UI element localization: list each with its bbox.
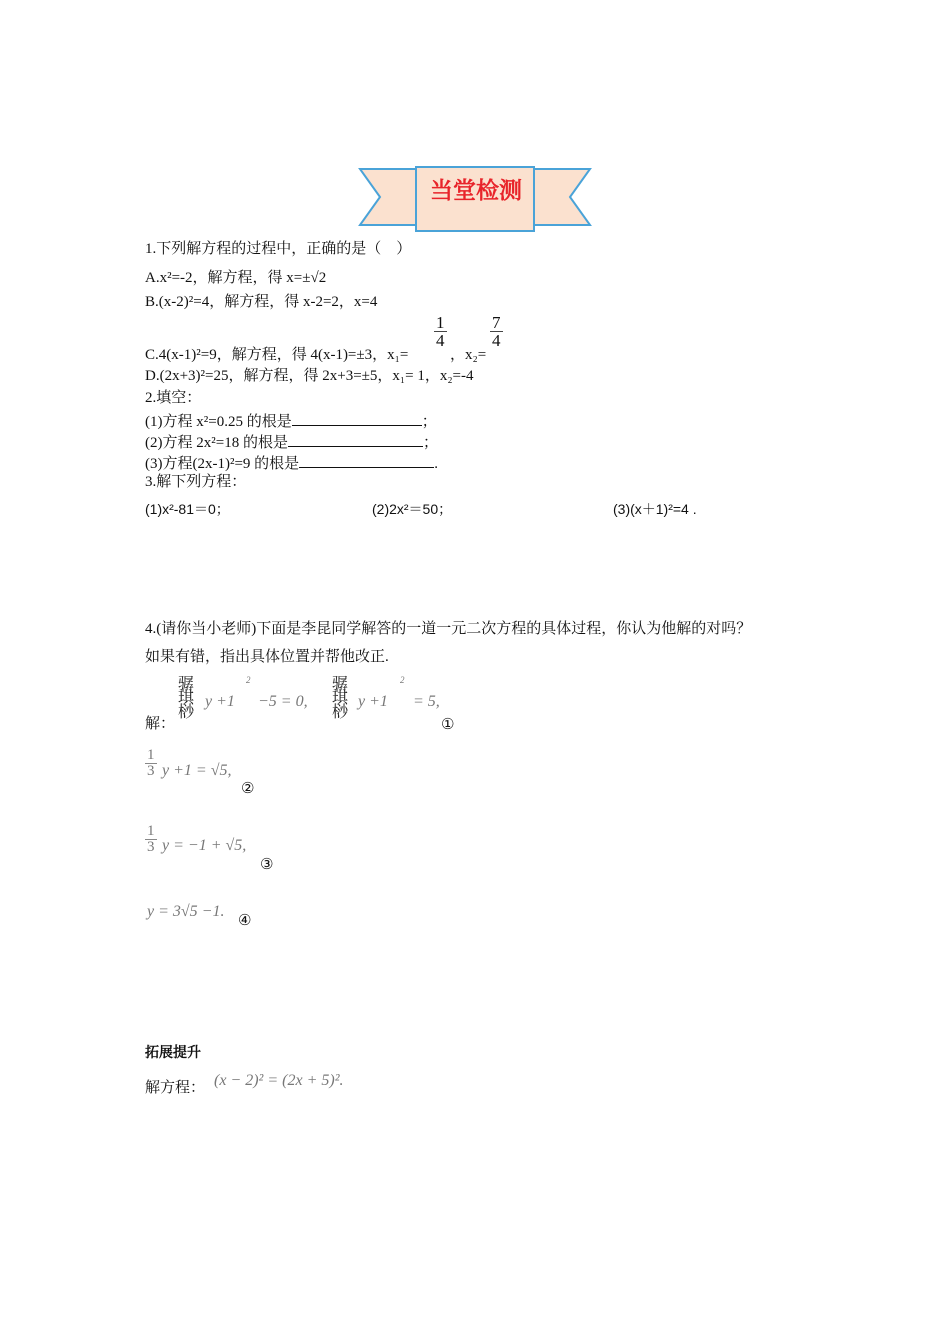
- step4-equation: y = 3√5 −1.: [147, 903, 225, 920]
- step1-left-exponent: 2: [246, 675, 251, 685]
- answer-blank[interactable]: [292, 412, 422, 426]
- q2-item-end: ；: [422, 435, 438, 451]
- q3-item-2: (2)2x²＝50；: [372, 501, 453, 517]
- frac-numerator: 1: [147, 747, 155, 763]
- answer-blank[interactable]: [288, 433, 423, 447]
- solve-label: 解：: [145, 716, 176, 732]
- q1-option-b: B.(x-2)²=4，解方程，得 x-2=2，x=4: [145, 294, 378, 310]
- frac-numerator: 1: [147, 823, 155, 839]
- q2-item-text: (1)方程 x²=0.25 的根是: [145, 414, 292, 430]
- q1-option-c-text: C.4(x-1)²=9，解方程，得 4(x-1)=±3，x₁=: [145, 347, 409, 363]
- q1-option-a: A.x²=-2，解方程，得 x=±√2: [145, 270, 327, 286]
- step2-equation: y +1 = √5,: [162, 762, 232, 779]
- extension-label: 解方程：: [145, 1080, 206, 1096]
- step1-right-base: y +1: [358, 693, 388, 710]
- q2-item-text: (3)方程(2x-1)²=9 的根是: [145, 456, 300, 472]
- step1-left-rest: −5 = 0,: [258, 693, 308, 710]
- step1-left-base: y +1: [205, 693, 235, 710]
- extension-equation: (x − 2)² = (2x + 5)².: [214, 1072, 344, 1089]
- banner-title: 当堂检测: [430, 178, 522, 204]
- q4-stem-line-1: 4.(请你当小老师)下面是李昆同学解答的一道一元二次方程的具体过程，你认为他解的对吗？: [145, 621, 752, 637]
- step-marker-3: ③: [260, 855, 274, 873]
- q2-item-end: .: [434, 456, 438, 472]
- q2-item-1: [145, 412, 437, 430]
- step3-fraction: [145, 824, 157, 855]
- q1-option-d: D.(2x+3)²=25，解方程，得 2x+3=±5，x₁= 1，x₂=-4: [145, 368, 474, 384]
- frac-denominator: 4: [436, 331, 445, 350]
- frac-denominator: 3: [147, 839, 155, 855]
- q4-stem-line-2: 如果有错，指出具体位置并帮他改正.: [145, 649, 389, 665]
- q2-item-2: [145, 433, 438, 451]
- q3-item-3: (3)(x＋1)²=4 .: [613, 501, 697, 517]
- step2-fraction: [145, 748, 157, 779]
- q1-option-c-fraction-1: [434, 314, 447, 349]
- q1-stem: 1.下列解方程的过程中，正确的是（ ）: [145, 241, 412, 257]
- q2-item-end: ；: [421, 414, 437, 430]
- garbled-bracket-1: 骣 琪 桫: [178, 676, 195, 721]
- frac-numerator: 1: [436, 313, 445, 332]
- answer-blank[interactable]: [299, 454, 434, 468]
- banner: [358, 163, 592, 235]
- q3-item-1: (1)x²-81＝0；: [145, 501, 230, 517]
- frac-denominator: 4: [492, 331, 501, 350]
- step1-right-exponent: 2: [400, 675, 405, 685]
- q3-stem: 3.解下列方程：: [145, 474, 247, 490]
- step1-right-rest: = 5,: [413, 693, 440, 710]
- step-marker-4: ④: [238, 911, 252, 929]
- extension-heading: 拓展提升: [145, 1044, 201, 1060]
- q2-item-3: [145, 454, 438, 472]
- q2-stem: 2.填空：: [145, 390, 202, 406]
- q1-option-c-separator: ，x₂=: [450, 347, 487, 363]
- frac-numerator: 7: [492, 313, 501, 332]
- q2-item-text: (2)方程 2x²=18 的根是: [145, 435, 288, 451]
- step-marker-2: ②: [241, 779, 255, 797]
- frac-denominator: 3: [147, 763, 155, 779]
- garbled-bracket-2: 骣 琪 桫: [332, 676, 349, 721]
- step3-equation: y = −1 + √5,: [162, 837, 247, 854]
- step-marker-1: ①: [441, 715, 455, 733]
- q1-option-c-fraction-2: [490, 314, 503, 349]
